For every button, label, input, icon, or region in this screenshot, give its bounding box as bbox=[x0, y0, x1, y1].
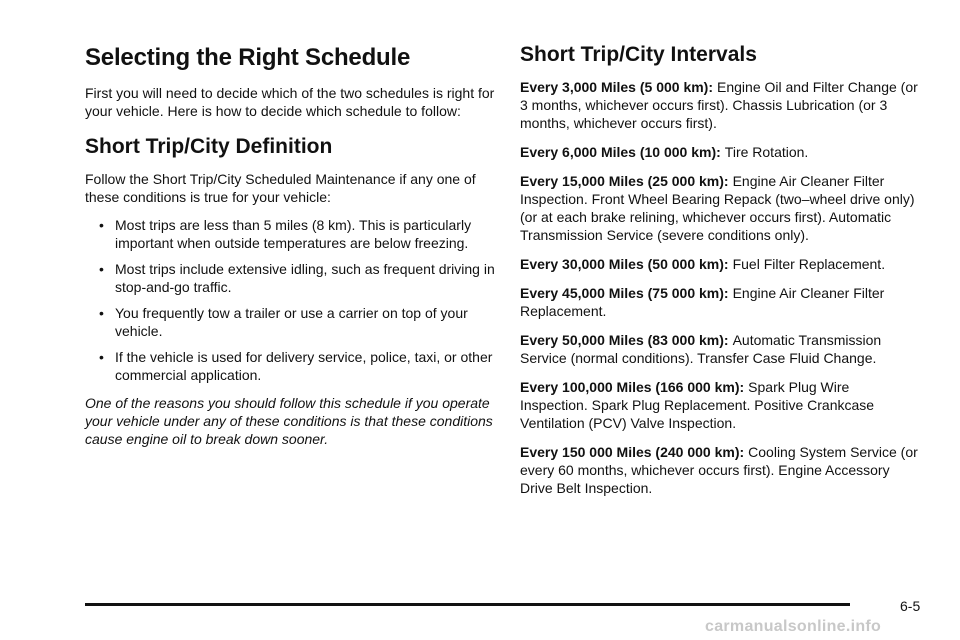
list-item-text: You frequently tow a trailer or use a carrier on top of your vehicle. bbox=[115, 305, 468, 339]
interval-text: Engine Air Cleaner Filter Replacement. bbox=[520, 285, 885, 319]
list-item-text: Most trips include extensive idling, such as frequent driving in stop-and-go traffic. bbox=[115, 261, 495, 295]
interval-label: Every 30,000 Miles (50 000 km): bbox=[520, 256, 729, 272]
list-item-text: Most trips are less than 5 miles (8 km). This is particularly important when outside temperatures are below freezing. bbox=[115, 217, 472, 251]
footer-divider bbox=[85, 603, 850, 606]
definition-paragraph: Follow the Short Trip/City Scheduled Maintenance if any one of these conditions is true for your vehicle: bbox=[85, 171, 476, 205]
interval-label: Every 50,000 Miles (83 000 km): bbox=[520, 332, 729, 348]
interval-text: Fuel Filter Replacement. bbox=[732, 256, 886, 272]
bullet-icon: • bbox=[99, 305, 104, 321]
list-item bbox=[85, 216, 495, 252]
intro-paragraph: First you will need to decide which of the two schedules is right for your vehicle. Here is how to decide which schedule to follow: bbox=[85, 85, 495, 119]
bullet-icon: • bbox=[99, 349, 104, 365]
intervals-heading: Short Trip/City Intervals bbox=[520, 43, 757, 66]
interval-text: Automatic Transmission Service (normal conditions). Transfer Case Fluid Change. bbox=[520, 332, 882, 366]
interval-item bbox=[520, 331, 920, 367]
list-item bbox=[85, 260, 495, 296]
list-item bbox=[85, 304, 495, 340]
interval-item bbox=[520, 443, 920, 497]
interval-item bbox=[520, 78, 920, 132]
left-column bbox=[85, 40, 495, 458]
interval-item bbox=[520, 143, 920, 161]
interval-text: Tire Rotation. bbox=[724, 144, 809, 160]
interval-item bbox=[520, 284, 920, 320]
note-paragraph: One of the reasons you should follow this schedule if you operate your vehicle under any of these conditions is that these conditions cause engine oil to break down sooner. bbox=[85, 395, 493, 447]
interval-label: Every 6,000 Miles (10 000 km): bbox=[520, 144, 721, 160]
list-item-text: If the vehicle is used for delivery service, police, taxi, or other commercial application. bbox=[115, 349, 493, 383]
interval-label: Every 45,000 Miles (75 000 km): bbox=[520, 285, 729, 301]
watermark: carmanualsonline.info bbox=[705, 618, 882, 635]
interval-text: Cooling System Service (or every 60 months, whichever occurs first). Engine Accessory Drive Belt Inspection. bbox=[520, 444, 918, 496]
definition-heading: Short Trip/City Definition bbox=[85, 135, 333, 158]
interval-item bbox=[520, 255, 920, 273]
interval-item bbox=[520, 172, 920, 244]
bullet-icon: • bbox=[99, 261, 104, 277]
list-item bbox=[85, 348, 495, 384]
interval-label: Every 100,000 Miles (166 000 km): bbox=[520, 379, 745, 395]
interval-text: Engine Oil and Filter Change (or 3 months, whichever occurs first). Chassis Lubrication (or 3 months, whichever occurs first). bbox=[520, 79, 918, 131]
page-number: 6-5 bbox=[900, 598, 921, 614]
interval-label: Every 150 000 Miles (240 000 km): bbox=[520, 444, 745, 460]
interval-text: Engine Air Cleaner Filter Inspection. Front Wheel Bearing Repack (two–wheel drive only) (or at each brake relining, whichever occurs first). Automatic Transmission Service (severe conditions only). bbox=[520, 173, 915, 243]
interval-item bbox=[520, 378, 920, 432]
interval-text: Spark Plug Wire Inspection. Spark Plug Replacement. Positive Crankcase Ventilation (PCV) Valve Inspection. bbox=[520, 379, 875, 431]
conditions-list bbox=[85, 216, 495, 384]
right-column bbox=[520, 40, 920, 508]
interval-label: Every 15,000 Miles (25 000 km): bbox=[520, 173, 729, 189]
interval-label: Every 3,000 Miles (5 000 km): bbox=[520, 79, 714, 95]
bullet-icon: • bbox=[99, 217, 104, 233]
page-title: Selecting the Right Schedule bbox=[85, 44, 411, 71]
